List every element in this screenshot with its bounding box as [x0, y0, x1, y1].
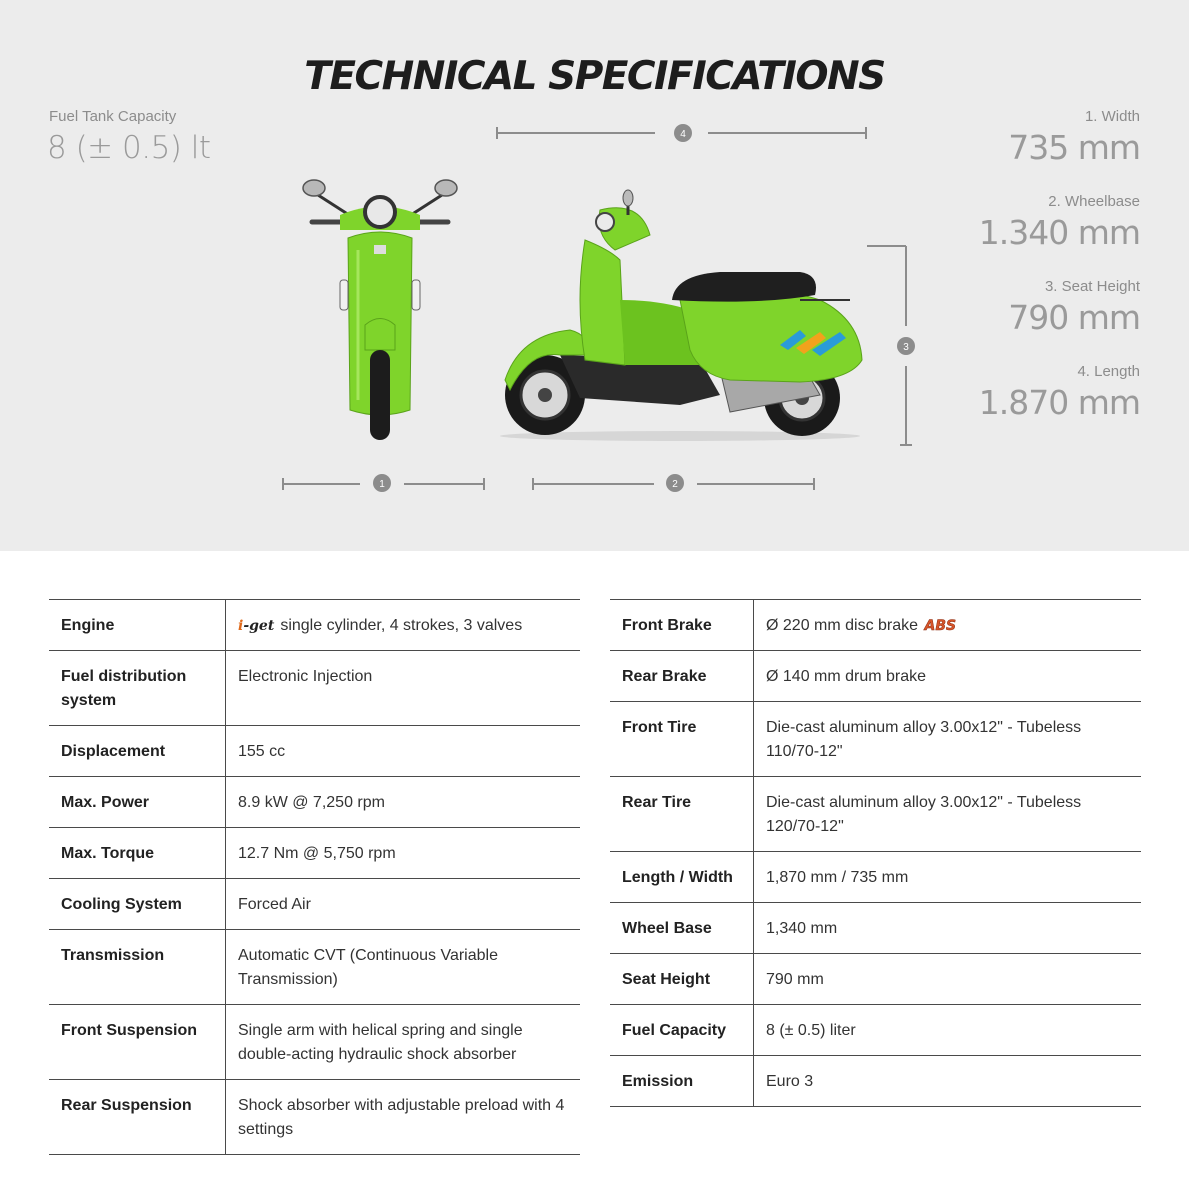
spec-value: [754, 600, 1142, 651]
spec-key: Front Brake: [610, 600, 754, 651]
spec-key: Front Suspension: [49, 1005, 226, 1080]
marker-1: [373, 474, 391, 492]
marker-4: [674, 124, 692, 142]
table-row: [49, 1005, 580, 1080]
spec-value: 12.7 Nm @ 5,750 rpm: [226, 828, 581, 879]
spec-value: 8.9 kW @ 7,250 rpm: [226, 777, 581, 828]
spec-value: [226, 600, 581, 651]
table-row: [610, 1056, 1141, 1107]
spec-value: Die-cast aluminum alloy 3.00x12" - Tubeless 120/70-12": [754, 777, 1142, 852]
dimension-value: 790 mm: [1008, 298, 1140, 337]
spec-key: Max. Torque: [49, 828, 226, 879]
scooter-illustration: [0, 0, 1189, 551]
fuel-tank-label: Fuel Tank Capacity: [49, 108, 177, 125]
spec-value: 8 (± 0.5) liter: [754, 1005, 1142, 1056]
scooter-side-view: [500, 190, 862, 441]
marker-label: 3: [903, 342, 909, 353]
table-row: [49, 600, 580, 651]
dimension-label: 2. Wheelbase: [1048, 193, 1140, 210]
dimension-value: 735 mm: [1008, 128, 1140, 167]
table-row: [610, 600, 1141, 651]
spec-value: Shock absorber with adjustable preload with 4 settings: [226, 1080, 581, 1155]
spec-key: Max. Power: [49, 777, 226, 828]
spec-value-text: single cylinder, 4 strokes, 3 valves: [280, 617, 523, 634]
scooter-front-view: [303, 180, 457, 440]
table-row: [610, 954, 1141, 1005]
table-row: [610, 777, 1141, 852]
dimension-value: 1.340 mm: [978, 213, 1140, 252]
spec-value: Forced Air: [226, 879, 581, 930]
table-row: [49, 726, 580, 777]
table-row: [49, 1080, 580, 1155]
spec-value-text: Ø 220 mm disc brake: [766, 617, 919, 634]
spec-value: Euro 3: [754, 1056, 1142, 1107]
spec-key: Transmission: [49, 930, 226, 1005]
spec-value: Single arm with helical spring and single double-acting hydraulic shock absorber: [226, 1005, 581, 1080]
spec-key: Length / Width: [610, 852, 754, 903]
marker-label: 1: [379, 479, 385, 490]
marker-label: 2: [672, 479, 678, 490]
spec-key: Fuel distribution system: [49, 651, 226, 726]
table-row: [49, 651, 580, 726]
marker-2: [666, 474, 684, 492]
table-row: [49, 828, 580, 879]
spec-value: Ø 140 mm drum brake: [754, 651, 1142, 702]
spec-key: Rear Brake: [610, 651, 754, 702]
spec-value: 1,340 mm: [754, 903, 1142, 954]
dimension-value: 1.870 mm: [978, 383, 1140, 422]
spec-key: Cooling System: [49, 879, 226, 930]
spec-value: Automatic CVT (Continuous Variable Transmission): [226, 930, 581, 1005]
spec-key: Rear Tire: [610, 777, 754, 852]
dimension-label: 1. Width: [1084, 108, 1140, 125]
page-title: TECHNICAL SPECIFICATIONS: [304, 54, 885, 99]
spec-key: Emission: [610, 1056, 754, 1107]
dimension-label: 3. Seat Height: [1044, 278, 1140, 295]
table-row: [610, 903, 1141, 954]
spec-key: Seat Height: [610, 954, 754, 1005]
spec-key: Displacement: [49, 726, 226, 777]
table-row: [610, 651, 1141, 702]
spec-key: Engine: [49, 600, 226, 651]
spec-value: 790 mm: [754, 954, 1142, 1005]
table-row: [49, 777, 580, 828]
spec-key: Rear Suspension: [49, 1080, 226, 1155]
fuel-tank-value: 8 (± 0.5) lt: [47, 130, 211, 166]
table-row: [49, 879, 580, 930]
table-row: [610, 702, 1141, 777]
table-row: [49, 930, 580, 1005]
marker-3: [897, 337, 915, 355]
spec-table-right: [610, 599, 1141, 1107]
spec-value: Die-cast aluminum alloy 3.00x12" - Tubeless 110/70-12": [754, 702, 1142, 777]
marker-label: 4: [680, 129, 686, 140]
spec-value: Electronic Injection: [226, 651, 581, 726]
spec-key: Fuel Capacity: [610, 1005, 754, 1056]
spec-table-left: [49, 599, 580, 1155]
spec-value: 155 cc: [226, 726, 581, 777]
spec-key: Front Tire: [610, 702, 754, 777]
dimension-label: 4. Length: [1077, 363, 1140, 380]
abs-badge: ABS: [924, 618, 957, 634]
spec-key: Wheel Base: [610, 903, 754, 954]
table-row: [610, 852, 1141, 903]
table-row: [610, 1005, 1141, 1056]
spec-value: 1,870 mm / 735 mm: [754, 852, 1142, 903]
i-get-logo: i-get: [238, 618, 275, 634]
